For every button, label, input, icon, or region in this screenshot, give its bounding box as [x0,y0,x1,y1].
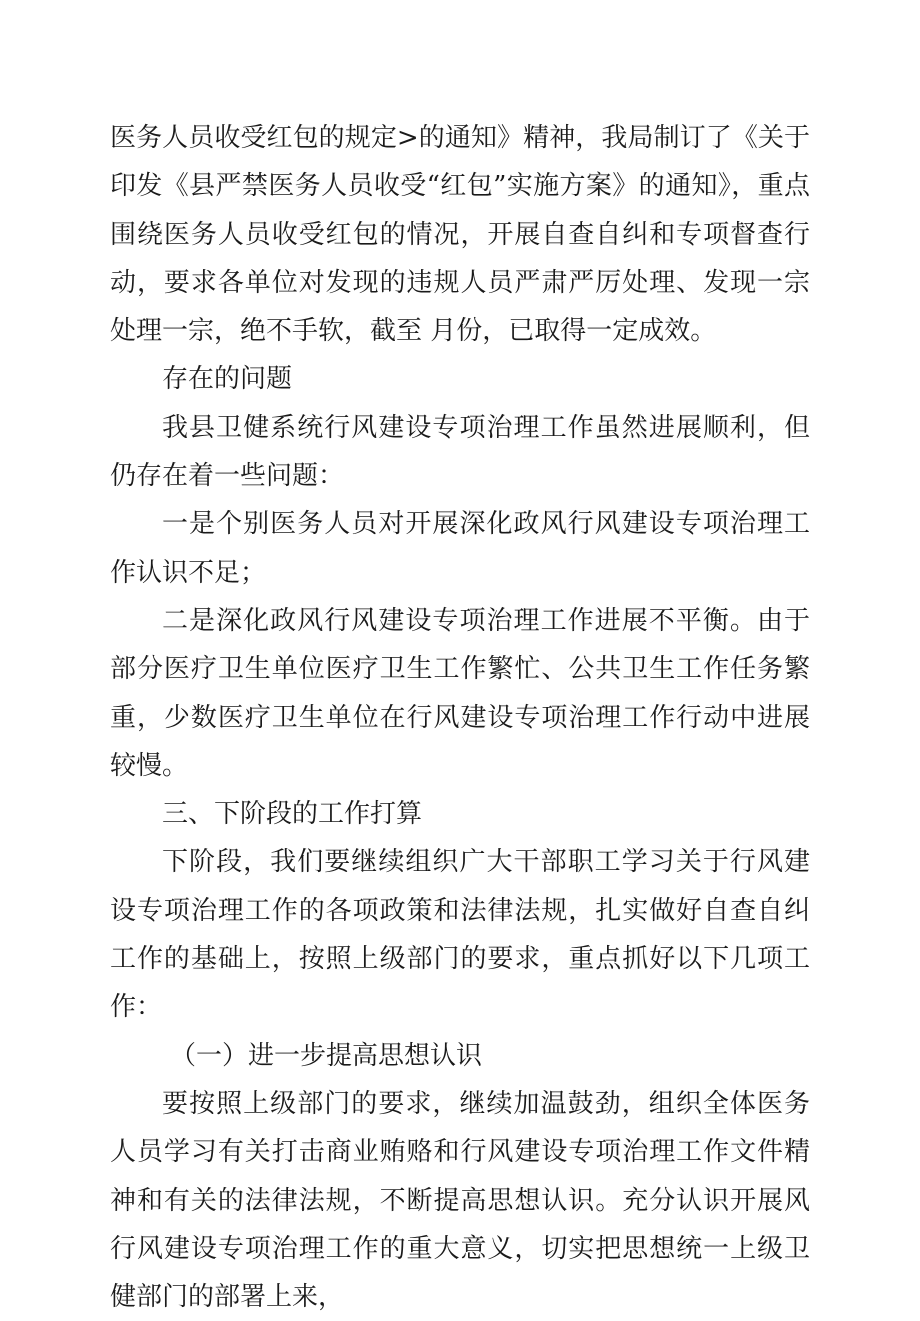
paragraph-problem-one: 一是个别医务人员对开展深化政风行风建设专项治理工作认识不足； [110,509,810,588]
paragraph-continuation: 医务人员收受红包的规定>的通知》精神，我局制订了《关于印发《县严禁医务人员收受“红包”实施方案》的通知》，重点围绕医务人员收受红包的情况，开展自查自纠和专项督查行动，要求各单位对发现的违规人员严肃严厉处理、发现一宗处理一宗，绝不手软，截至 月份，已取得一定成效。 [110,123,810,347]
section-heading-existing-problems: 存在的问题 [162,364,293,395]
paragraph-improve-awareness-body: 要按照上级部门的要求，继续加温鼓劲，组织全体医务人员学习有关打击商业贿赂和行风建设专项治理工作文件精神和有关的法律法规，不断提高思想认识。充分认识开展风行风建设专项治理工作的重大意义，切实把思想统一上级卫健部门的部署上来， [110,1088,810,1313]
paragraph-problems-intro: 我县卫健系统行风建设专项治理工作虽然进展顺利，但仍存在着一些问题： [110,412,810,492]
document-body [110,114,810,1321]
paragraph-problem-two: 二是深化政风行风建设专项治理工作进展不平衡。由于部分医疗卫生单位医疗卫生工作繁忙、公共卫生工作任务繁重，少数医疗卫生单位在行风建设专项治理工作行动中进展较慢。 [110,605,810,781]
section-heading-next-stage: 三、下阶段的工作打算 [162,799,423,830]
paragraph-next-stage-intro: 下阶段，我们要继续组织广大干部职工学习关于行风建设专项治理工作的各项政策和法律法规，扎实做好自查自纠工作的基础上，按照上级部门的要求，重点抓好以下几项工作： [110,847,810,1023]
subheading-improve-awareness: （一）进一步提高思想认识 [170,1040,483,1071]
